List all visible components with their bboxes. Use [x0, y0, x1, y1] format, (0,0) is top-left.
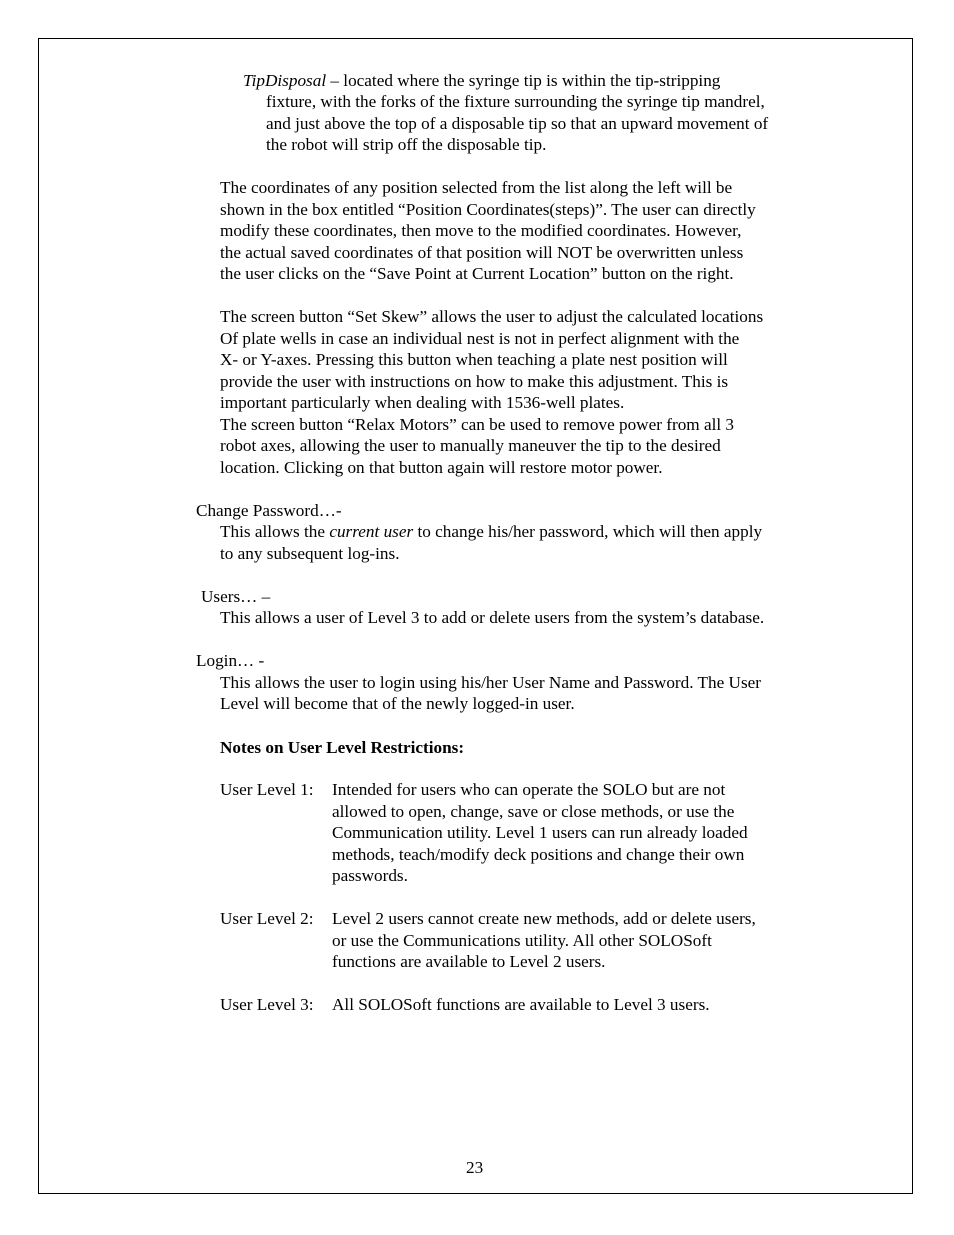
skew-line-4: provide the user with instructions on how to make this adjustment. This is [220, 372, 729, 391]
coordinates-line-3: modify these coordinates, then move to the modified coordinates. However, [220, 221, 742, 240]
skew-line-2: Of plate wells in case an individual nest is not in perfect alignment with the [220, 329, 740, 348]
level1-line-1: Intended for users who can operate the SOLO but are not [332, 780, 726, 799]
login-line-2: Level will become that of the newly logged-in user. [220, 694, 575, 713]
change-password-heading: Change Password…- [196, 501, 342, 520]
login-line-1: This allows the user to login using his/her User Name and Password. The User [220, 673, 762, 692]
level1-line-4: methods, teach/modify deck positions and change their own [332, 845, 745, 864]
level3-line-1: All SOLOSoft functions are available to Level 3 users. [332, 995, 710, 1014]
level1-line-3: Communication utility. Level 1 users can run already loaded [332, 823, 748, 842]
users-line-1: This allows a user of Level 3 to add or delete users from the system’s database. [220, 608, 765, 627]
coordinates-line-2: shown in the box entitled “Position Coordinates(steps)”. The user can directly [220, 200, 756, 219]
tip-disposal-term: TipDisposal [243, 71, 327, 90]
skew-line-5: important particularly when dealing with 1536-well plates. [220, 393, 625, 412]
level2-label: User Level 2: [220, 909, 314, 928]
users-heading: Users… – [201, 587, 271, 606]
relax-line-3: location. Clicking on that button again will restore motor power. [220, 458, 663, 477]
coordinates-line-4: the actual saved coordinates of that position will NOT be overwritten unless [220, 243, 744, 262]
tip-disposal-line-3: and just above the top of a disposable tip so that an upward movement of [266, 114, 769, 133]
change-password-line-1: This allows the current user to change his/her password, which will then apply [220, 522, 763, 541]
coordinates-line-1: The coordinates of any position selected from the list along the left will be [220, 178, 733, 197]
level1-label: User Level 1: [220, 780, 314, 799]
level2-line-3: functions are available to Level 2 users. [332, 952, 606, 971]
relax-line-2: robot axes, allowing the user to manually maneuver the tip to the desired [220, 436, 721, 455]
skew-line-3: X- or Y-axes. Pressing this button when teaching a plate nest position will [220, 350, 728, 369]
level1-line-2: allowed to open, change, save or close methods, or use the [332, 802, 735, 821]
level2-line-2: or use the Communications utility. All other SOLOSoft [332, 931, 712, 950]
tip-disposal-line-1: TipDisposal – located where the syringe tip is within the tip-stripping [243, 71, 721, 90]
tip-disposal-line-2: fixture, with the forks of the fixture surrounding the syringe tip mandrel, [266, 92, 765, 111]
skew-line-1: The screen button “Set Skew” allows the user to adjust the calculated locations [220, 307, 764, 326]
current-user-emphasis: current user [329, 522, 414, 541]
level2-line-1: Level 2 users cannot create new methods, add or delete users, [332, 909, 756, 928]
login-heading: Login… - [196, 651, 265, 670]
tip-disposal-line-4: the robot will strip off the disposable tip. [266, 135, 547, 154]
relax-line-1: The screen button “Relax Motors” can be used to remove power from all 3 [220, 415, 735, 434]
change-password-line-2: to any subsequent log-ins. [220, 544, 400, 563]
notes-heading: Notes on User Level Restrictions: [220, 738, 465, 757]
page-number: 23 [466, 1158, 484, 1177]
level1-line-5: passwords. [332, 866, 408, 885]
level3-label: User Level 3: [220, 995, 314, 1014]
coordinates-line-5: the user clicks on the “Save Point at Current Location” button on the right. [220, 264, 734, 283]
